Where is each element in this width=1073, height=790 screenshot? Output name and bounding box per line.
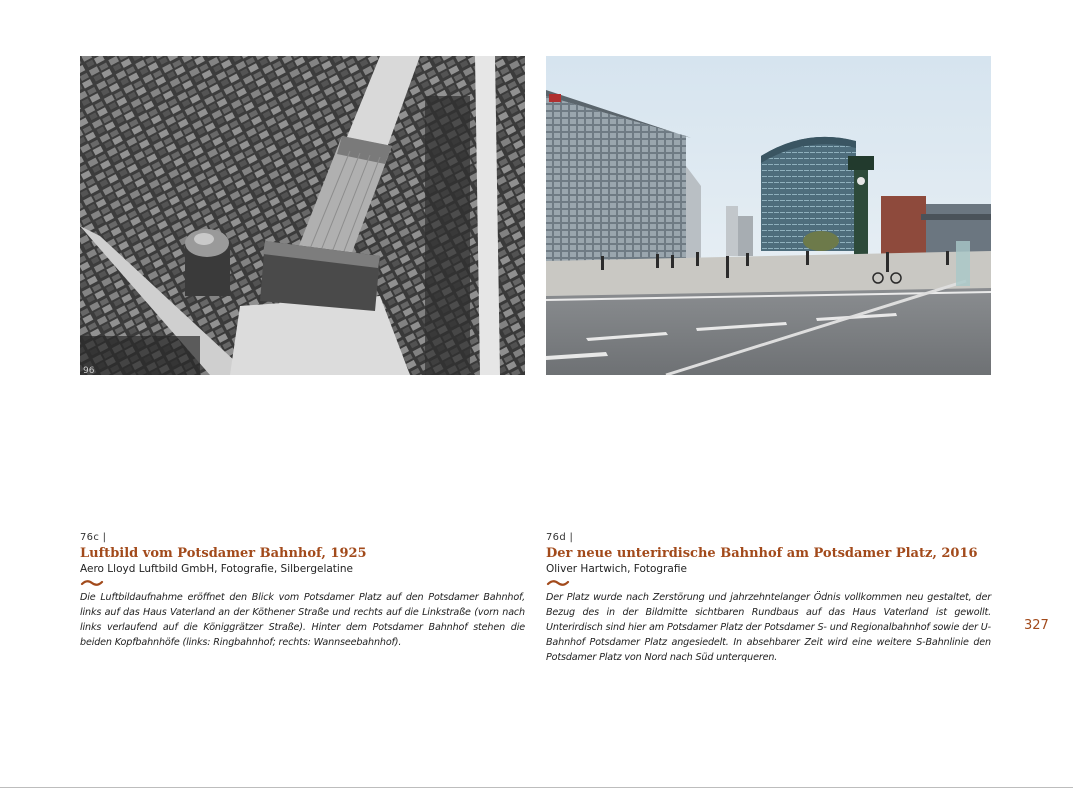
aerial-photo-1925-graphic	[80, 56, 525, 375]
tilde-ornament-icon	[546, 578, 991, 588]
caption-76d	[546, 532, 991, 665]
page-number: 327	[1024, 618, 1049, 633]
potsdamer-platz-photo-2016-graphic	[546, 56, 991, 375]
caption-text: Der Platz wurde nach Zerstörung und jahrzehntelanger Ödnis vollkommen neu gestaltet, der Bezug des in der Bildmitte sichtbaren Rundbaus auf das Haus Vaterland ist gewollt. Unterirdisch sind hier am Potsdamer Platz der Potsdamer S- und Regionalbahnhof sowie der U-Bahnhof Potsdamer Platz angesiedelt. In absehbarer Zeit wird eine weitere S-Bahnlinie den Potsdamer Platz von Nord nach Süd unterqueren.	[546, 592, 991, 663]
aerial-photo-1925	[80, 56, 525, 375]
caption-title: Luftbild vom Potsdamer Bahnhof, 1925	[80, 546, 367, 561]
caption-title: Der neue unterirdische Bahnhof am Potsdamer Platz, 2016	[546, 546, 978, 561]
caption-text: Die Luftbildaufnahme eröffnet den Blick vom Potsdamer Platz auf den Potsdamer Bahnhof, links auf das Haus Vaterland an der Köthener Straße und rechts auf die Linkstraße (vorn nach links verlaufend auf die Königgrätzer Straße). Hinter dem Potsdamer Bahnhof stehen die beiden Kopfbahnhöfe (links: Ringbahnhof; rechts: Wannseebahnhof).	[80, 592, 525, 648]
caption-credit: Oliver Hartwich, Fotografie	[546, 563, 687, 575]
tilde-ornament-icon	[80, 578, 525, 588]
caption-number: 76c |	[80, 532, 107, 543]
caption-credit: Aero Lloyd Luftbild GmbH, Fotografie, Silbergelatine	[80, 563, 353, 575]
potsdamer-platz-photo-2016	[546, 56, 991, 375]
caption-number: 76d |	[546, 532, 574, 543]
bottom-divider	[0, 787, 1073, 788]
caption-76c	[80, 532, 525, 650]
photo-corner-mark: 96	[83, 366, 95, 375]
